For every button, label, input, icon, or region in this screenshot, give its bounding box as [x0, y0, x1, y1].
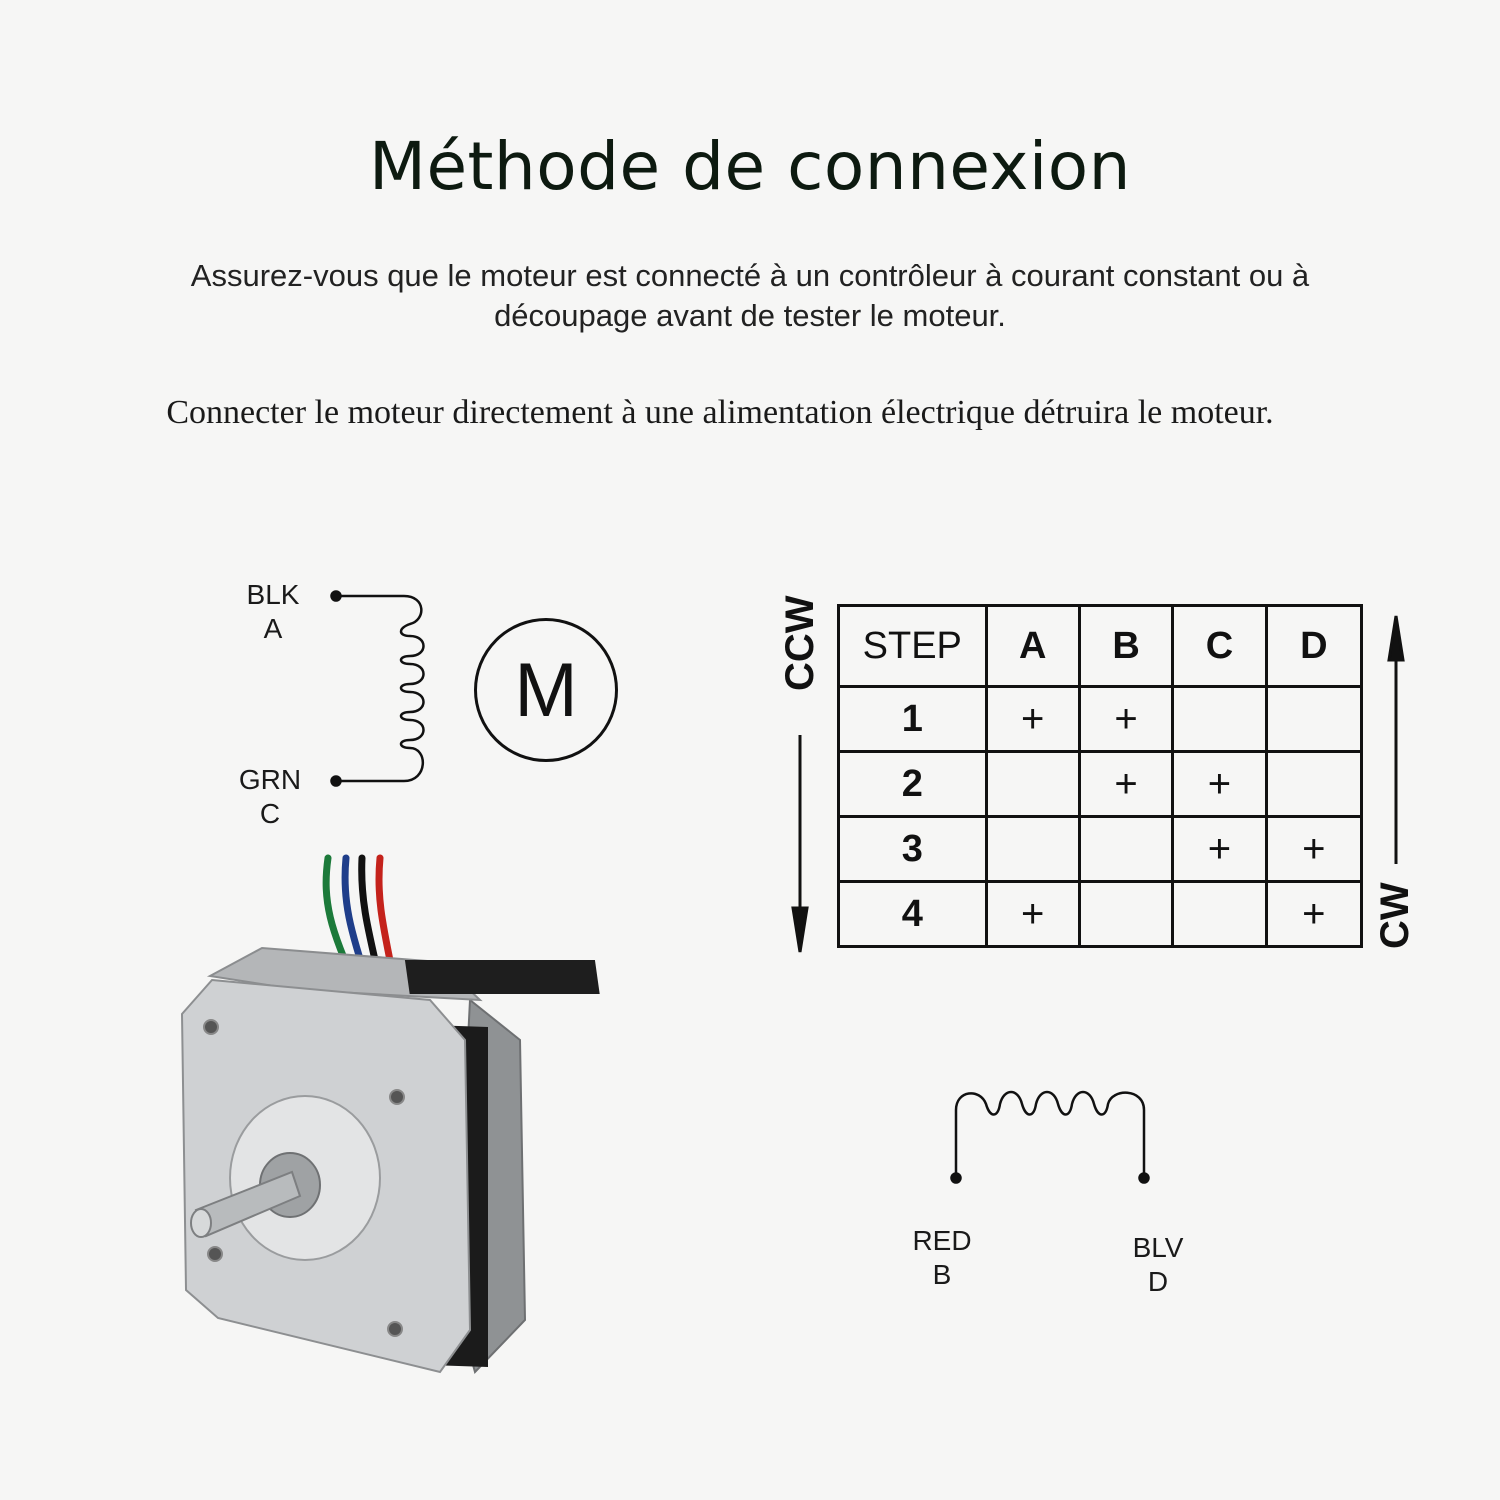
- label-blk-a: [232, 578, 314, 646]
- table-cell: +: [1079, 752, 1172, 817]
- motor-screw-hole: [390, 1090, 404, 1104]
- label-blv-d: [1116, 1231, 1200, 1299]
- motor-top-band: [405, 960, 600, 994]
- label-red-b: [900, 1224, 984, 1292]
- table-cell: +: [1173, 817, 1266, 882]
- left-coil-winding: [336, 596, 424, 781]
- ccw-label: CCW: [778, 595, 822, 691]
- table-cell: [1173, 687, 1266, 752]
- page-title: Méthode de connexion: [369, 128, 1131, 205]
- step-number: 4: [839, 882, 987, 947]
- header-b: B: [1079, 606, 1172, 687]
- wire-name-blv: BLV: [1132, 1232, 1184, 1263]
- step-number: 3: [839, 817, 987, 882]
- phase-d: D: [1147, 1266, 1169, 1297]
- ccw-arrow: [793, 735, 807, 952]
- phase-a: A: [263, 613, 283, 644]
- bottom-coil: [952, 1092, 1149, 1183]
- step-sequence-table: [837, 604, 1363, 948]
- motor-shaft-tip: [191, 1209, 211, 1237]
- motor-screw-hole: [388, 1322, 402, 1336]
- table-row: [839, 752, 1362, 817]
- table-cell: +: [1266, 817, 1361, 882]
- table-cell: +: [986, 687, 1079, 752]
- left-coil: [332, 592, 424, 786]
- stepper-motor-image: [182, 948, 600, 1372]
- table-cell: [986, 817, 1079, 882]
- cw-label: CW: [1373, 882, 1417, 949]
- table-cell: [986, 752, 1079, 817]
- wire-name-grn: GRN: [238, 764, 302, 795]
- table-cell: +: [986, 882, 1079, 947]
- warning-text: Connecter le moteur directement à une alimentation électrique détruira le moteur.: [166, 394, 1274, 431]
- table-cell: +: [1266, 882, 1361, 947]
- phase-b: B: [932, 1259, 952, 1290]
- bottom-coil-winding: [956, 1092, 1144, 1178]
- table-cell: +: [1079, 687, 1172, 752]
- table-cell: [1266, 752, 1361, 817]
- header-d: D: [1266, 606, 1361, 687]
- step-number: 2: [839, 752, 987, 817]
- table-cell: [1266, 687, 1361, 752]
- table-cell: [1079, 882, 1172, 947]
- intro-line-2: découpage avant de tester le moteur.: [494, 298, 1006, 333]
- table-cell: [1173, 882, 1266, 947]
- table-header-row: [839, 606, 1362, 687]
- label-grn-c: [228, 763, 312, 831]
- cw-arrow: [1389, 616, 1403, 864]
- table-row: [839, 882, 1362, 947]
- motor-screw-hole: [208, 1247, 222, 1261]
- table-cell: +: [1173, 752, 1266, 817]
- motor-symbol: M: [474, 618, 618, 762]
- step-number: 1: [839, 687, 987, 752]
- phase-c: C: [259, 798, 281, 829]
- header-c: C: [1173, 606, 1266, 687]
- table-row: [839, 687, 1362, 752]
- wire-name-red: RED: [912, 1225, 972, 1256]
- header-step: STEP: [839, 606, 987, 687]
- intro-line-1: Assurez-vous que le moteur est connecté à un contrôleur à courant constant ou à: [190, 258, 1310, 293]
- motor-screw-hole: [204, 1020, 218, 1034]
- table-cell: [1079, 817, 1172, 882]
- wire-name-blk: BLK: [246, 579, 300, 610]
- table-row: [839, 817, 1362, 882]
- header-a: A: [986, 606, 1079, 687]
